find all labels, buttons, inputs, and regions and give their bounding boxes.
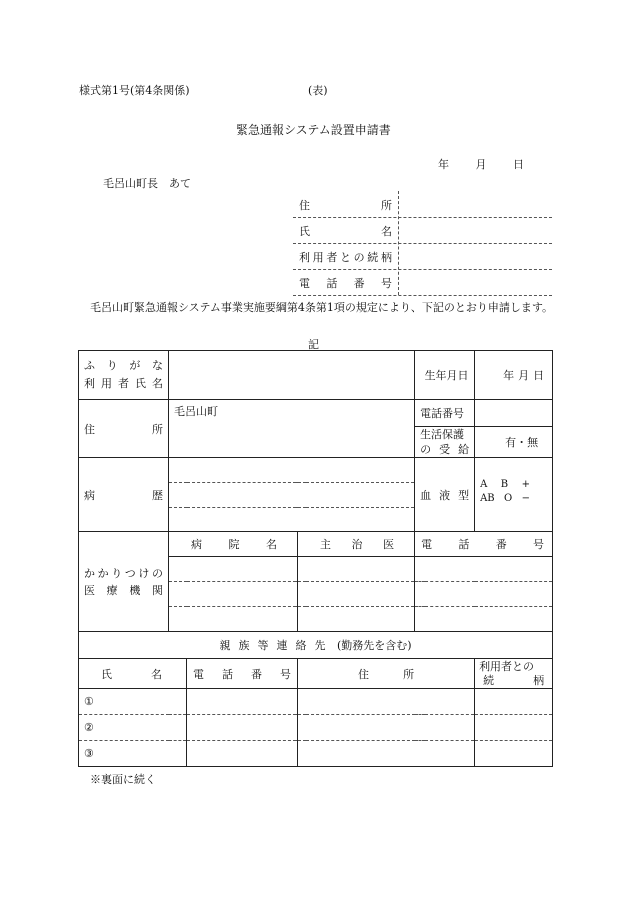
relative-phone-header: 電 話 番 号	[187, 659, 298, 689]
relative-relation-1[interactable]	[475, 689, 553, 715]
welfare-yes[interactable]: 有	[505, 436, 517, 449]
medical-phone-input-3[interactable]	[415, 607, 553, 632]
birth-month: 月	[518, 369, 530, 382]
date-day: 日	[513, 158, 524, 171]
relative-relation-header	[475, 659, 553, 689]
date-year: 年	[438, 158, 449, 171]
doctor-input-2[interactable]	[298, 582, 415, 607]
welfare-input[interactable]	[475, 427, 553, 458]
form-side-label: (表)	[308, 84, 328, 97]
birth-date-input[interactable]	[475, 351, 553, 400]
history-line-3[interactable]	[169, 508, 415, 532]
applicant-phone-label: 電 話 番 号	[299, 277, 392, 290]
history-line-1[interactable]	[169, 458, 415, 483]
applicant-name-label: 氏 名	[299, 225, 392, 238]
relation-header-1: 利用者との	[479, 659, 535, 673]
applicant-phone-row	[293, 269, 552, 296]
medical-label-1: か か り つ け の	[84, 566, 163, 580]
blood-rh-minus[interactable]: −	[521, 493, 531, 504]
relatives-note: (勤務先を含む)	[336, 639, 412, 652]
blood-options[interactable]	[475, 458, 553, 532]
relative-name-1[interactable]	[79, 689, 187, 715]
applicant-address-row	[293, 191, 552, 218]
relative-name-2[interactable]	[79, 715, 187, 741]
hospital-header: 病 院 名	[169, 532, 298, 557]
medical-phone-input-2[interactable]	[415, 582, 553, 607]
blood-ab[interactable]: AB	[480, 493, 495, 504]
blood-label: 血 液 型	[420, 488, 470, 502]
form-number: 様式第1号(第4条関係)	[79, 84, 190, 97]
applicant-name-row	[293, 217, 552, 244]
blood-a[interactable]: A	[480, 479, 488, 490]
relation-header-2: 続 柄	[483, 673, 545, 687]
relative-phone-3[interactable]	[187, 741, 298, 767]
blood-label-cell	[415, 458, 475, 532]
relative-relation-3[interactable]	[475, 741, 553, 767]
phone-input[interactable]	[475, 400, 553, 427]
application-table	[78, 350, 553, 767]
address-input[interactable]	[169, 400, 415, 458]
relative-phone-2[interactable]	[187, 715, 298, 741]
doctor-input-1[interactable]	[298, 557, 415, 582]
row-marker-1: ①	[84, 695, 94, 708]
relative-name-header: 氏 名	[79, 659, 187, 689]
applicant-relation-row	[293, 243, 552, 270]
row-marker-3: ③	[84, 747, 94, 760]
medical-phone-input-1[interactable]	[415, 557, 553, 582]
history-label: 病 歴	[84, 488, 163, 502]
doctor-header: 主 治 医	[298, 532, 415, 557]
welfare-no[interactable]: 無	[527, 436, 539, 449]
relatives-title: 親族等連絡先	[219, 639, 334, 652]
birth-label-cell	[415, 351, 425, 400]
row-marker-2: ②	[84, 721, 94, 734]
birth-day: 日	[533, 369, 545, 382]
history-label-cell	[79, 458, 169, 532]
medical-phone-header: 電 話 番 号	[415, 532, 553, 557]
history-line-2[interactable]	[169, 483, 415, 508]
relative-address-2[interactable]	[298, 715, 475, 741]
footer-note: ※裏面に続く	[90, 773, 156, 786]
page-title: 緊急通報システム設置申請書	[236, 123, 391, 137]
blood-o[interactable]: O	[504, 493, 513, 504]
doctor-input-3[interactable]	[298, 607, 415, 632]
relative-address-3[interactable]	[298, 741, 475, 767]
birth-label: 生年月日	[425, 351, 475, 400]
body-text: 毛呂山町緊急通報システム事業実施要綱第4条第1項の規定により、下記のとおり申請します。	[90, 301, 554, 314]
applicant-relation-label: 利 用 者 と の 続 柄	[299, 251, 392, 264]
address-value: 毛呂山町	[174, 405, 218, 418]
applicant-address-label: 住 所	[299, 199, 392, 212]
relative-address-header: 住 所	[298, 659, 475, 689]
submission-date	[438, 156, 524, 172]
phone-label: 電話番号	[415, 400, 475, 427]
date-month: 月	[475, 158, 487, 171]
blood-rh-plus[interactable]: +	[521, 479, 531, 490]
relative-address-1[interactable]	[298, 689, 475, 715]
blood-b[interactable]: B	[500, 479, 509, 490]
address-label: 住 所	[84, 422, 163, 436]
medical-label-2: 医 療 機 関	[84, 583, 163, 597]
welfare-dot: ・	[516, 436, 528, 449]
relative-name-3[interactable]	[79, 741, 187, 767]
welfare-label-2: の 受 給	[420, 443, 470, 456]
welfare-label-cell	[415, 427, 475, 458]
hospital-input-2[interactable]	[169, 582, 298, 607]
furigana-label: ふ り が な	[84, 359, 163, 372]
user-name-input[interactable]	[169, 351, 415, 400]
hospital-input-3[interactable]	[169, 607, 298, 632]
ki-label: 記	[308, 338, 319, 351]
hospital-input-1[interactable]	[169, 557, 298, 582]
medical-label-cell	[79, 532, 169, 632]
welfare-label-1: 生活保護	[420, 428, 465, 441]
user-name-label: 利 用 者 氏 名	[84, 377, 163, 390]
address-label-cell	[79, 400, 169, 458]
relatives-header	[79, 632, 553, 659]
name-label-cell	[79, 351, 169, 400]
addressee: 毛呂山町長 あて	[103, 177, 191, 190]
birth-year: 年	[503, 369, 515, 382]
relative-relation-2[interactable]	[475, 715, 553, 741]
relative-phone-1[interactable]	[187, 689, 298, 715]
